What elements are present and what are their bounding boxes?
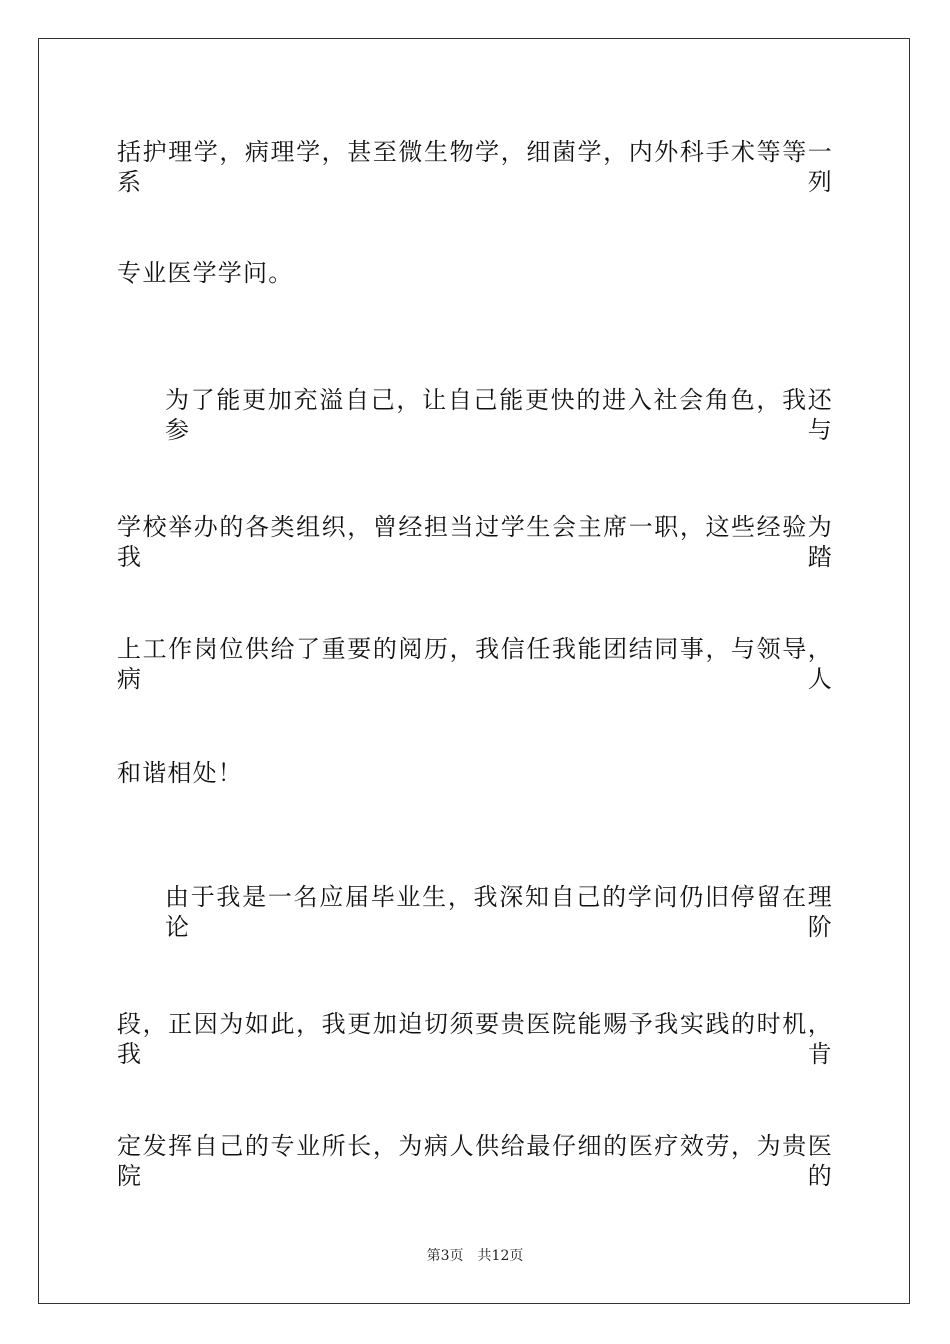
- page-number-footer: 第3页 共12页: [426, 1248, 524, 1264]
- text-line-2: 专业医学学问。: [117, 259, 294, 287]
- text-line-4: 学校举办的各类组织，曾经担当过学生会主席一职，这些经验为我踏: [117, 513, 833, 571]
- text-line-6: 和谐相处！: [117, 759, 243, 787]
- text-line-5: 上工作岗位供给了重要的阅历，我信任我能团结同事，与领导，病人: [117, 635, 833, 693]
- text-line-3: 为了能更加充溢自己，让自己能更快的进入社会角色，我还参与: [165, 386, 833, 444]
- text-line-8: 段，正因为如此，我更加迫切须要贵医院能赐予我实践的时机，我肯: [117, 1010, 833, 1068]
- text-line-1: 括护理学，病理学，甚至微生物学，细菌学，内外科手术等等一系列: [117, 138, 833, 196]
- text-line-9: 定发挥自己的专业所长，为病人供给最仔细的医疗效劳，为贵医院的: [117, 1132, 833, 1190]
- text-line-7: 由于我是一名应届毕业生，我深知自己的学问仍旧停留在理论阶: [165, 883, 833, 941]
